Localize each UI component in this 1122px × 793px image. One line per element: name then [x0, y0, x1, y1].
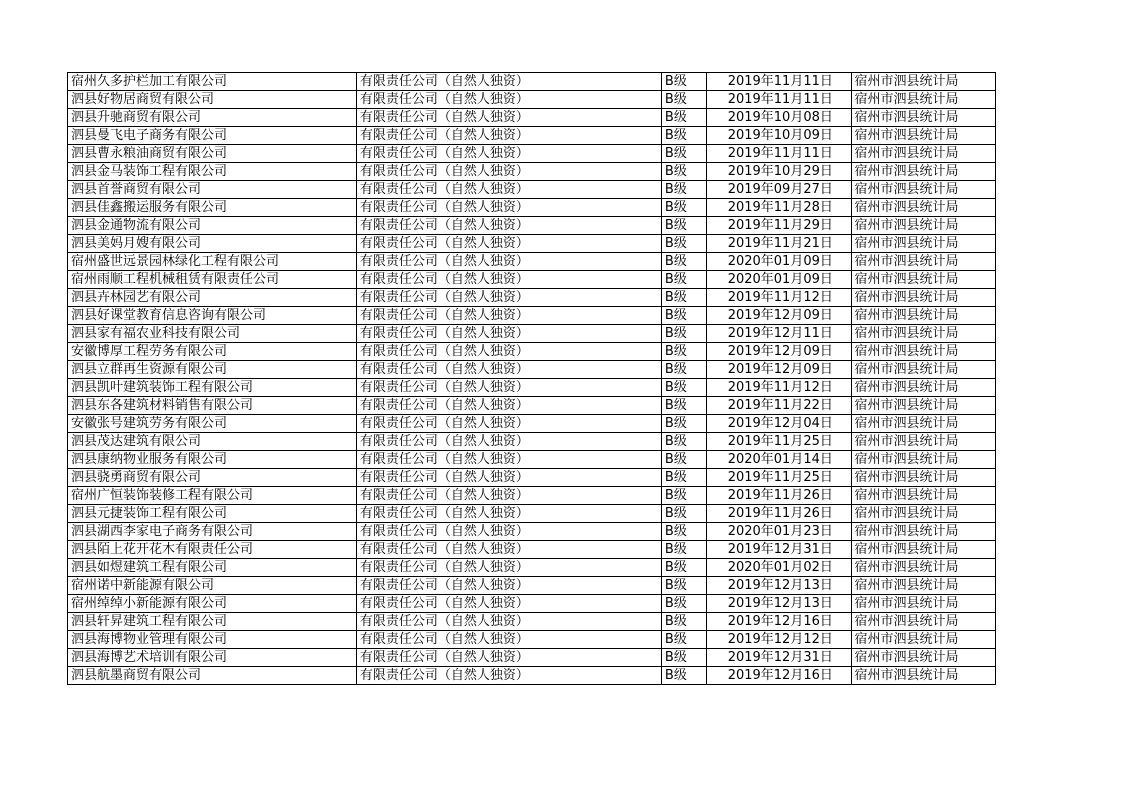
issuer-cell: 宿州市泗县统计局 [851, 163, 996, 181]
company-name-cell: 泗县元捷装饰工程有限公司 [68, 505, 357, 523]
issuer-cell: 宿州市泗县统计局 [851, 109, 996, 127]
company-name-cell: 泗县康纳物业服务有限公司 [68, 451, 357, 469]
company-type-cell: 有限责任公司（自然人独资） [356, 73, 661, 91]
grade-cell: B级 [661, 613, 706, 631]
date-cell: 2019年12月09日 [707, 361, 851, 379]
table-row [68, 181, 996, 199]
table-row [68, 91, 996, 109]
issuer-cell: 宿州市泗县统计局 [851, 523, 996, 541]
issuer-cell: 宿州市泗县统计局 [851, 343, 996, 361]
company-name-cell: 泗县东各建筑材料销售有限公司 [68, 397, 357, 415]
company-type-cell: 有限责任公司（自然人独资） [356, 487, 661, 505]
company-type-cell: 有限责任公司（自然人独资） [356, 145, 661, 163]
issuer-cell: 宿州市泗县统计局 [851, 451, 996, 469]
grade-cell: B级 [661, 289, 706, 307]
company-type-cell: 有限责任公司（自然人独资） [356, 541, 661, 559]
company-name-cell: 安徽博厚工程劳务有限公司 [68, 343, 357, 361]
issuer-cell: 宿州市泗县统计局 [851, 307, 996, 325]
issuer-cell: 宿州市泗县统计局 [851, 379, 996, 397]
company-type-cell: 有限责任公司（自然人独资） [356, 415, 661, 433]
date-cell: 2020年01月14日 [707, 451, 851, 469]
company-name-cell: 宿州诺中新能源有限公司 [68, 577, 357, 595]
table-row [68, 109, 996, 127]
issuer-cell: 宿州市泗县统计局 [851, 145, 996, 163]
table-row [68, 271, 996, 289]
company-type-cell: 有限责任公司（自然人独资） [356, 343, 661, 361]
company-type-cell: 有限责任公司（自然人独资） [356, 451, 661, 469]
company-name-cell: 泗县茂达建筑有限公司 [68, 433, 357, 451]
company-type-cell: 有限责任公司（自然人独资） [356, 163, 661, 181]
company-type-cell: 有限责任公司（自然人独资） [356, 595, 661, 613]
issuer-cell: 宿州市泗县统计局 [851, 181, 996, 199]
issuer-cell: 宿州市泗县统计局 [851, 631, 996, 649]
date-cell: 2019年10月29日 [707, 163, 851, 181]
table-row [68, 343, 996, 361]
issuer-cell: 宿州市泗县统计局 [851, 649, 996, 667]
company-name-cell: 泗县卉林园艺有限公司 [68, 289, 357, 307]
date-cell: 2019年12月31日 [707, 649, 851, 667]
company-name-cell: 宿州绰绰小新能源有限公司 [68, 595, 357, 613]
table-row [68, 325, 996, 343]
company-type-cell: 有限责任公司（自然人独资） [356, 217, 661, 235]
table-row [68, 235, 996, 253]
company-type-cell: 有限责任公司（自然人独资） [356, 577, 661, 595]
grade-cell: B级 [661, 217, 706, 235]
issuer-cell: 宿州市泗县统计局 [851, 415, 996, 433]
grade-cell: B级 [661, 469, 706, 487]
grade-cell: B级 [661, 667, 706, 685]
grade-cell: B级 [661, 307, 706, 325]
company-type-cell: 有限责任公司（自然人独资） [356, 433, 661, 451]
issuer-cell: 宿州市泗县统计局 [851, 397, 996, 415]
table-row [68, 199, 996, 217]
issuer-cell: 宿州市泗县统计局 [851, 595, 996, 613]
table-row [68, 577, 996, 595]
date-cell: 2019年11月22日 [707, 397, 851, 415]
date-cell: 2019年11月28日 [707, 199, 851, 217]
company-name-cell: 泗县如煜建筑工程有限公司 [68, 559, 357, 577]
company-name-cell: 泗县金通物流有限公司 [68, 217, 357, 235]
company-name-cell: 泗县家有福农业科技有限公司 [68, 325, 357, 343]
company-type-cell: 有限责任公司（自然人独资） [356, 631, 661, 649]
table-body [68, 73, 996, 685]
date-cell: 2019年11月11日 [707, 145, 851, 163]
table-row [68, 415, 996, 433]
table-row [68, 631, 996, 649]
issuer-cell: 宿州市泗县统计局 [851, 91, 996, 109]
company-type-cell: 有限责任公司（自然人独资） [356, 271, 661, 289]
grade-cell: B级 [661, 577, 706, 595]
grade-cell: B级 [661, 73, 706, 91]
grade-cell: B级 [661, 649, 706, 667]
issuer-cell: 宿州市泗县统计局 [851, 217, 996, 235]
date-cell: 2019年12月09日 [707, 307, 851, 325]
date-cell: 2019年11月21日 [707, 235, 851, 253]
company-type-cell: 有限责任公司（自然人独资） [356, 361, 661, 379]
company-type-cell: 有限责任公司（自然人独资） [356, 109, 661, 127]
grade-cell: B级 [661, 109, 706, 127]
company-name-cell: 泗县首誉商贸有限公司 [68, 181, 357, 199]
company-name-cell: 泗县陌上花开花木有限责任公司 [68, 541, 357, 559]
company-type-cell: 有限责任公司（自然人独资） [356, 523, 661, 541]
company-type-cell: 有限责任公司（自然人独资） [356, 307, 661, 325]
table-row [68, 595, 996, 613]
date-cell: 2019年12月31日 [707, 541, 851, 559]
issuer-cell: 宿州市泗县统计局 [851, 361, 996, 379]
date-cell: 2019年12月16日 [707, 667, 851, 685]
table-row [68, 487, 996, 505]
company-name-cell: 泗县立群再生资源有限公司 [68, 361, 357, 379]
company-type-cell: 有限责任公司（自然人独资） [356, 559, 661, 577]
table-row [68, 667, 996, 685]
date-cell: 2019年11月12日 [707, 289, 851, 307]
date-cell: 2019年12月04日 [707, 415, 851, 433]
date-cell: 2019年11月11日 [707, 91, 851, 109]
date-cell: 2019年11月25日 [707, 433, 851, 451]
company-type-cell: 有限责任公司（自然人独资） [356, 505, 661, 523]
date-cell: 2019年12月09日 [707, 343, 851, 361]
grade-cell: B级 [661, 523, 706, 541]
grade-cell: B级 [661, 91, 706, 109]
date-cell: 2019年12月13日 [707, 595, 851, 613]
company-name-cell: 泗县佳鑫搬运服务有限公司 [68, 199, 357, 217]
table-row [68, 397, 996, 415]
table-row [68, 379, 996, 397]
issuer-cell: 宿州市泗县统计局 [851, 325, 996, 343]
issuer-cell: 宿州市泗县统计局 [851, 505, 996, 523]
company-type-cell: 有限责任公司（自然人独资） [356, 613, 661, 631]
table-row [68, 145, 996, 163]
issuer-cell: 宿州市泗县统计局 [851, 433, 996, 451]
company-type-cell: 有限责任公司（自然人独资） [356, 127, 661, 145]
table-row [68, 523, 996, 541]
date-cell: 2019年12月12日 [707, 631, 851, 649]
company-type-cell: 有限责任公司（自然人独资） [356, 379, 661, 397]
company-type-cell: 有限责任公司（自然人独资） [356, 199, 661, 217]
table-row [68, 361, 996, 379]
issuer-cell: 宿州市泗县统计局 [851, 613, 996, 631]
company-name-cell: 泗县曹永粮油商贸有限公司 [68, 145, 357, 163]
company-type-cell: 有限责任公司（自然人独资） [356, 325, 661, 343]
company-table [67, 72, 996, 685]
company-name-cell: 安徽张号建筑劳务有限公司 [68, 415, 357, 433]
grade-cell: B级 [661, 343, 706, 361]
company-type-cell: 有限责任公司（自然人独资） [356, 235, 661, 253]
date-cell: 2019年12月16日 [707, 613, 851, 631]
table-row [68, 217, 996, 235]
company-name-cell: 宿州久多护栏加工有限公司 [68, 73, 357, 91]
company-type-cell: 有限责任公司（自然人独资） [356, 649, 661, 667]
table-row [68, 541, 996, 559]
company-name-cell: 宿州雨顺工程机械租赁有限责任公司 [68, 271, 357, 289]
company-name-cell: 泗县骁勇商贸有限公司 [68, 469, 357, 487]
grade-cell: B级 [661, 397, 706, 415]
grade-cell: B级 [661, 487, 706, 505]
company-name-cell: 泗县湖西李家电子商务有限公司 [68, 523, 357, 541]
grade-cell: B级 [661, 271, 706, 289]
issuer-cell: 宿州市泗县统计局 [851, 487, 996, 505]
company-name-cell: 泗县好物居商贸有限公司 [68, 91, 357, 109]
table-row [68, 505, 996, 523]
table-row [68, 163, 996, 181]
issuer-cell: 宿州市泗县统计局 [851, 271, 996, 289]
issuer-cell: 宿州市泗县统计局 [851, 559, 996, 577]
company-name-cell: 泗县航墨商贸有限公司 [68, 667, 357, 685]
issuer-cell: 宿州市泗县统计局 [851, 577, 996, 595]
company-name-cell: 泗县曼飞电子商务有限公司 [68, 127, 357, 145]
grade-cell: B级 [661, 181, 706, 199]
company-name-cell: 泗县海博物业管理有限公司 [68, 631, 357, 649]
date-cell: 2019年10月09日 [707, 127, 851, 145]
grade-cell: B级 [661, 631, 706, 649]
date-cell: 2019年11月11日 [707, 73, 851, 91]
issuer-cell: 宿州市泗县统计局 [851, 127, 996, 145]
table-row [68, 613, 996, 631]
grade-cell: B级 [661, 253, 706, 271]
company-type-cell: 有限责任公司（自然人独资） [356, 253, 661, 271]
date-cell: 2019年12月11日 [707, 325, 851, 343]
company-name-cell: 宿州盛世远景园林绿化工程有限公司 [68, 253, 357, 271]
issuer-cell: 宿州市泗县统计局 [851, 667, 996, 685]
date-cell: 2020年01月23日 [707, 523, 851, 541]
grade-cell: B级 [661, 541, 706, 559]
table-row [68, 469, 996, 487]
company-name-cell: 泗县金马装饰工程有限公司 [68, 163, 357, 181]
company-type-cell: 有限责任公司（自然人独资） [356, 397, 661, 415]
grade-cell: B级 [661, 379, 706, 397]
company-type-cell: 有限责任公司（自然人独资） [356, 289, 661, 307]
table-row [68, 433, 996, 451]
grade-cell: B级 [661, 433, 706, 451]
date-cell: 2019年11月29日 [707, 217, 851, 235]
date-cell: 2019年11月26日 [707, 505, 851, 523]
issuer-cell: 宿州市泗县统计局 [851, 253, 996, 271]
company-type-cell: 有限责任公司（自然人独资） [356, 181, 661, 199]
grade-cell: B级 [661, 199, 706, 217]
date-cell: 2019年11月25日 [707, 469, 851, 487]
company-name-cell: 泗县轩昇建筑工程有限公司 [68, 613, 357, 631]
company-name-cell: 泗县好课堂教育信息咨询有限公司 [68, 307, 357, 325]
table-row [68, 289, 996, 307]
table-row [68, 73, 996, 91]
table-row [68, 559, 996, 577]
issuer-cell: 宿州市泗县统计局 [851, 235, 996, 253]
issuer-cell: 宿州市泗县统计局 [851, 541, 996, 559]
table-row [68, 451, 996, 469]
date-cell: 2019年09月27日 [707, 181, 851, 199]
table-row [68, 307, 996, 325]
issuer-cell: 宿州市泗县统计局 [851, 73, 996, 91]
table-row [68, 649, 996, 667]
company-name-cell: 宿州广恒装饰装修工程有限公司 [68, 487, 357, 505]
table-row [68, 253, 996, 271]
table-row [68, 127, 996, 145]
grade-cell: B级 [661, 595, 706, 613]
date-cell: 2019年12月13日 [707, 577, 851, 595]
grade-cell: B级 [661, 451, 706, 469]
issuer-cell: 宿州市泗县统计局 [851, 469, 996, 487]
company-name-cell: 泗县海博艺术培训有限公司 [68, 649, 357, 667]
grade-cell: B级 [661, 163, 706, 181]
date-cell: 2019年11月12日 [707, 379, 851, 397]
company-type-cell: 有限责任公司（自然人独资） [356, 91, 661, 109]
grade-cell: B级 [661, 235, 706, 253]
grade-cell: B级 [661, 361, 706, 379]
grade-cell: B级 [661, 505, 706, 523]
company-name-cell: 泗县凯叶建筑装饰工程有限公司 [68, 379, 357, 397]
date-cell: 2019年11月26日 [707, 487, 851, 505]
date-cell: 2020年01月09日 [707, 271, 851, 289]
issuer-cell: 宿州市泗县统计局 [851, 289, 996, 307]
company-name-cell: 泗县美妈月嫂有限公司 [68, 235, 357, 253]
company-type-cell: 有限责任公司（自然人独资） [356, 667, 661, 685]
date-cell: 2020年01月02日 [707, 559, 851, 577]
grade-cell: B级 [661, 325, 706, 343]
grade-cell: B级 [661, 145, 706, 163]
company-type-cell: 有限责任公司（自然人独资） [356, 469, 661, 487]
company-name-cell: 泗县升驰商贸有限公司 [68, 109, 357, 127]
date-cell: 2020年01月09日 [707, 253, 851, 271]
date-cell: 2019年10月08日 [707, 109, 851, 127]
grade-cell: B级 [661, 415, 706, 433]
grade-cell: B级 [661, 559, 706, 577]
grade-cell: B级 [661, 127, 706, 145]
issuer-cell: 宿州市泗县统计局 [851, 199, 996, 217]
